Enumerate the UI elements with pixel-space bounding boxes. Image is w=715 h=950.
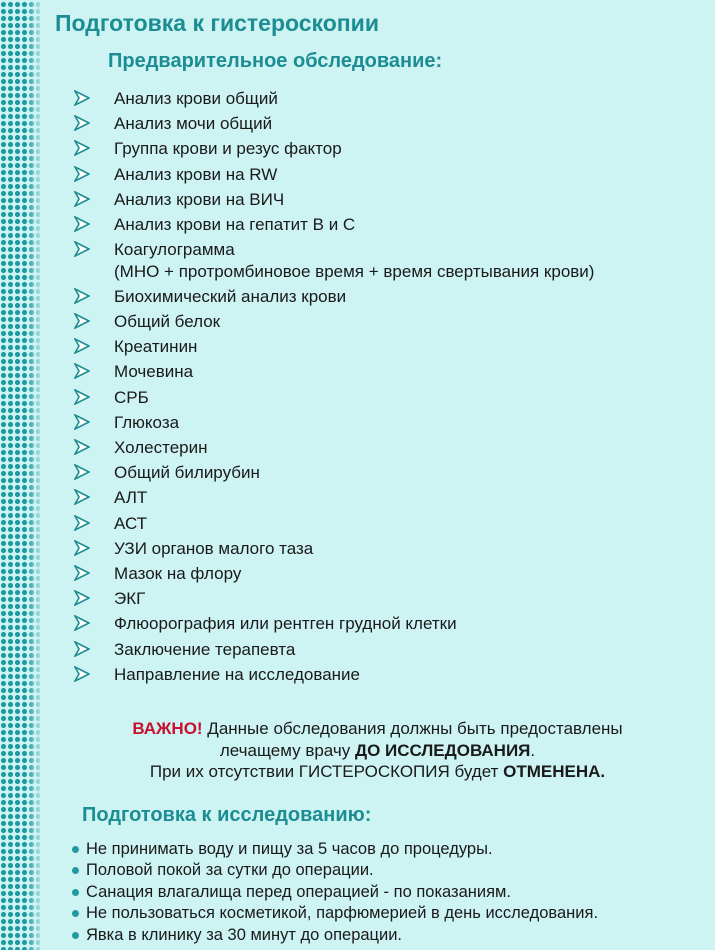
notice-line-2	[40, 740, 715, 762]
preparation-item-text: Не пользоваться косметикой, парфюмерией в день исследования.	[86, 904, 599, 923]
preparation-item-text: Не принимать воду и пищу за 5 часов до процедуры.	[86, 840, 493, 858]
notice-line-3-bold: ОТМЕНЕНА.	[503, 762, 606, 781]
chevron-arrow-icon	[74, 216, 90, 232]
chevron-arrow-icon	[74, 641, 90, 657]
checklist-item-text: Холестерин	[114, 438, 208, 458]
checklist-item-text: ЭКГ	[114, 589, 146, 609]
chevron-arrow-icon	[74, 241, 90, 257]
checklist-item	[74, 412, 704, 433]
dotted-border-fade	[26, 0, 44, 950]
checklist-item	[74, 639, 704, 660]
chevron-arrow-icon	[74, 615, 90, 631]
checklist-item-text: АЛТ	[114, 488, 148, 508]
chevron-arrow-icon	[74, 489, 90, 505]
chevron-arrow-icon	[74, 389, 90, 405]
checklist-item-text: УЗИ органов малого таза	[114, 538, 314, 558]
checklist-item	[74, 138, 704, 159]
checklist-item	[74, 437, 704, 458]
checklist-item	[74, 88, 704, 109]
checklist-item-text: Общий билирубин	[114, 463, 260, 483]
checklist-item	[74, 387, 704, 408]
checklist-item-text: Флюорография или рентген грудной клетки	[114, 614, 457, 634]
notice-line-1-text: Данные обследования должны быть предоставлены	[202, 719, 623, 738]
checklist-item-text: Глюкоза	[114, 412, 180, 432]
chevron-arrow-icon	[74, 515, 90, 531]
checklist-item	[74, 214, 704, 235]
checklist-item-text: Мазок на флору	[114, 564, 242, 584]
preparation-list	[72, 839, 707, 946]
chevron-arrow-icon	[74, 666, 90, 682]
notice-line-2-text: лечащему врачу	[219, 740, 355, 760]
checklist-item	[74, 311, 704, 332]
checklist-item	[74, 462, 704, 483]
bullet-dot-icon	[72, 889, 79, 896]
notice-line-1	[40, 718, 715, 740]
section-title-preliminary-exam: Предварительное обследование:	[108, 50, 443, 72]
page-title: Подготовка к гистероскопии	[55, 10, 379, 36]
chevron-arrow-icon	[74, 540, 90, 556]
bullet-dot-icon	[72, 867, 79, 874]
chevron-arrow-icon	[74, 140, 90, 156]
checklist-item-text: Анализ крови общий	[114, 89, 278, 108]
checklist-item-text: Биохимический анализ крови	[114, 286, 347, 306]
chevron-arrow-icon	[74, 115, 90, 131]
checklist-item	[74, 286, 704, 307]
checklist-item-text: Заключение терапевта	[114, 639, 296, 659]
checklist-item-text: СРБ	[114, 387, 149, 407]
preparation-item	[72, 925, 707, 946]
checklist-item-text: Креатинин	[114, 337, 198, 357]
checklist-item	[74, 664, 704, 685]
chevron-arrow-icon	[74, 565, 90, 581]
checklist-item	[74, 336, 704, 357]
chevron-arrow-icon	[74, 439, 90, 455]
checklist-item-text: Анализ крови на ВИЧ	[114, 189, 285, 209]
notice-line-3-text: При их отсутствии ГИСТЕРОСКОПИЯ будет	[149, 762, 504, 781]
bullet-dot-icon	[72, 910, 79, 917]
checklist-item	[74, 164, 704, 185]
important-notice	[40, 718, 715, 783]
preparation-item-text: Явка в клинику за 30 минут до операции.	[86, 925, 403, 944]
checklist-item-text: Группа крови и резус фактор	[114, 139, 342, 159]
chevron-arrow-icon	[74, 313, 90, 329]
checklist-item	[74, 487, 704, 508]
chevron-arrow-icon	[74, 191, 90, 207]
checklist-item	[74, 613, 704, 634]
checklist-item-text: Коагулограмма	[114, 240, 235, 260]
checklist-item	[74, 563, 704, 584]
checklist-item-text: Мочевина	[114, 362, 194, 382]
chevron-arrow-icon	[74, 90, 90, 106]
checklist-item	[74, 113, 704, 134]
checklist-item	[74, 361, 704, 382]
bullet-dot-icon	[72, 846, 79, 853]
bullet-dot-icon	[72, 932, 79, 939]
checklist-item-text: Анализ мочи общий	[114, 114, 273, 134]
preparation-item	[72, 903, 707, 924]
checklist-item-subtext: (МНО + протромбиновое время + время свертывания крови)	[114, 261, 595, 281]
preparation-item	[72, 839, 707, 860]
warning-label: ВАЖНО!	[132, 719, 203, 738]
checklist-item	[74, 538, 704, 559]
notice-line-2-bold: ДО ИССЛЕДОВАНИЯ	[354, 740, 531, 760]
checklist-item	[74, 239, 704, 282]
chevron-arrow-icon	[74, 414, 90, 430]
checklist-item-text: АСТ	[114, 513, 148, 533]
exam-checklist	[74, 88, 704, 689]
checklist-item-text: Анализ крови на гепатит В и С	[114, 215, 356, 235]
preparation-item	[72, 860, 707, 881]
checklist-item	[74, 189, 704, 210]
preparation-item	[72, 882, 707, 903]
checklist-item-text: Направление на исследование	[114, 664, 360, 684]
chevron-arrow-icon	[74, 363, 90, 379]
chevron-arrow-icon	[74, 590, 90, 606]
checklist-item-text: Анализ крови на RW	[114, 164, 278, 184]
preparation-item-text: Санация влагалища перед операцией - по показаниям.	[86, 882, 511, 901]
checklist-item	[74, 513, 704, 534]
checklist-item	[74, 588, 704, 609]
chevron-arrow-icon	[74, 338, 90, 354]
preparation-item-text: Половой покой за сутки до операции.	[86, 861, 374, 880]
notice-line-2-end: .	[530, 740, 536, 760]
chevron-arrow-icon	[74, 288, 90, 304]
chevron-arrow-icon	[74, 464, 90, 480]
chevron-arrow-icon	[74, 166, 90, 182]
notice-line-3	[40, 761, 715, 783]
section-title-preparation: Подготовка к исследованию:	[82, 804, 372, 826]
checklist-item-text: Общий белок	[114, 312, 221, 332]
